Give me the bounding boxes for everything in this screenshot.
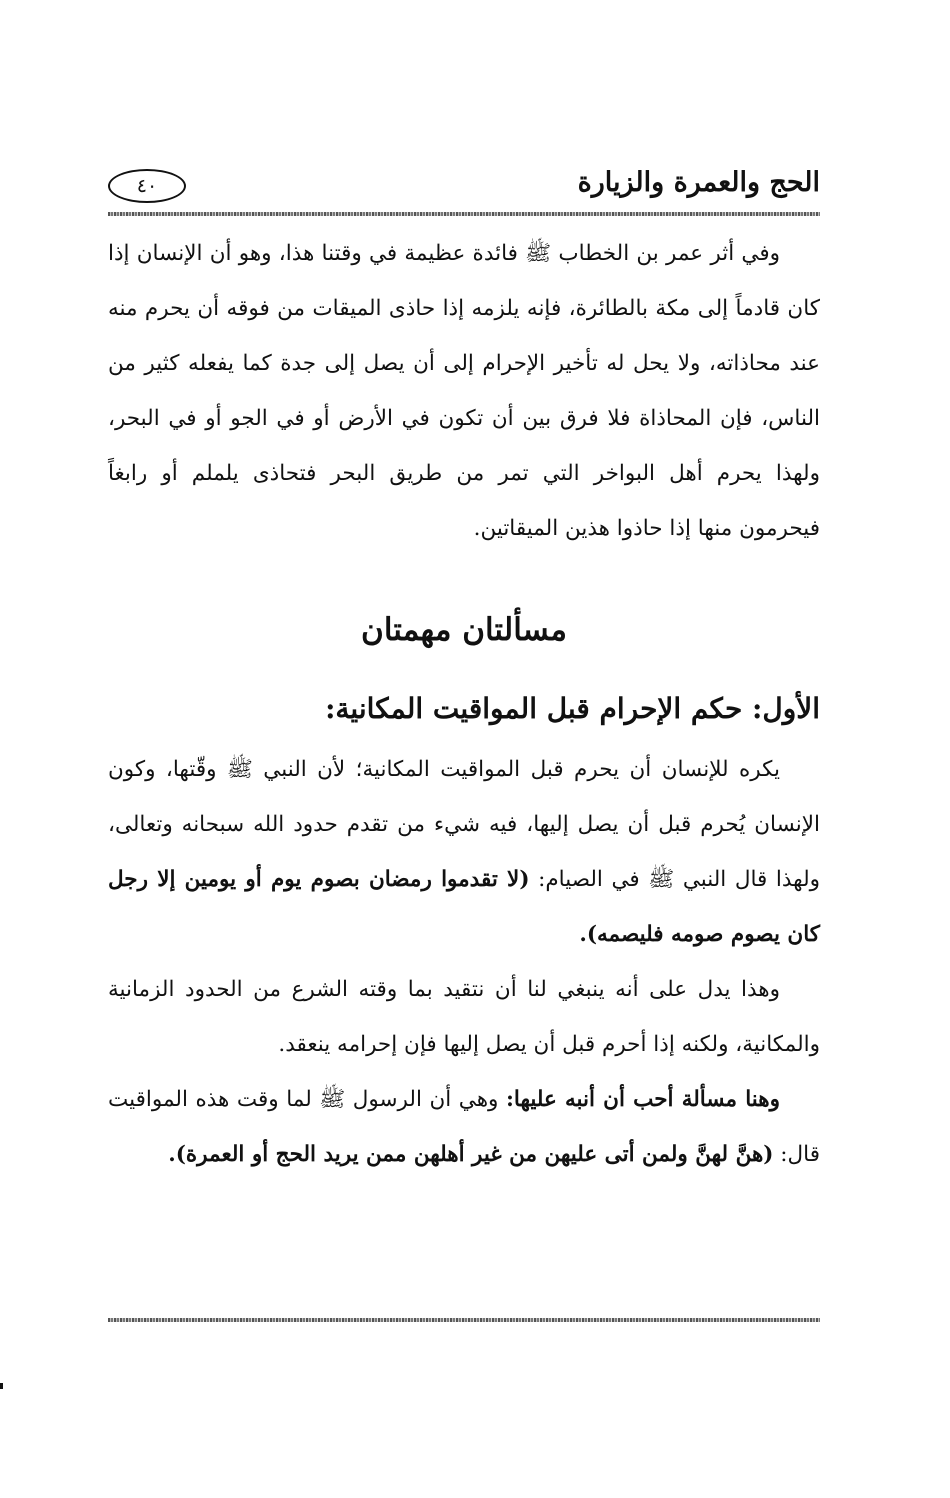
paragraph-text: يكره للإنسان أن يحرم قبل المواقيت المكانية؛ لأن النبي ﷺ وقّتها، وكون الإنسان يُحرم قبل أن يصل إليها، فيه شيء من تقدم حدود الله سبحانه وتعالى، ولهذا قال النبي ﷺ في الصيام: xyxy=(108,757,820,892)
hadith-quote: (هنَّ لهنَّ ولمن أتى عليهن من غير أهلهن ممن يريد الحج أو العمرة). xyxy=(168,1142,774,1167)
page-header xyxy=(108,165,820,211)
paragraph-text: وهي أن الرسول ﷺ لما وقت هذه المواقيت قال: xyxy=(108,1087,820,1167)
page-body xyxy=(108,226,820,1182)
paragraph-note xyxy=(108,1072,820,1182)
footer-rule xyxy=(108,1318,820,1322)
margin-mark xyxy=(0,1383,3,1389)
sub-title-first-issue: الأول: حكم الإحرام قبل المواقيت المكانية: xyxy=(325,692,820,725)
note-lead: وهنا مسألة أحب أن أنبه عليها: xyxy=(505,1087,780,1112)
paragraph-limits: وهذا يدل على أنه ينبغي لنا أن نتقيد بما وقته الشرع من الحدود الزمانية والمكانية، ولكنه إذا أحرم قبل أن يصل إليها فإن إحرامه ينعقد. xyxy=(108,977,820,1057)
paragraph-omar-athar: وفي أثر عمر بن الخطاب ﷺ فائدة عظيمة في وقتنا هذا، وهو أن الإنسان إذا كان قادماً إلى مكة بالطائرة، فإنه يلزمه إذا حاذى الميقات من فوقه أن يحرم منه عند محاذاته، ولا يحل له تأخير الإحرام إلى أن يصل إلى جدة كما يفعله كثير من الناس، فإن المحاذاة فلا فرق بين أن تكون في الأرض أو في الجو أو في البحر، ولهذا يحرم أهل البواخر التي تمر من طريق البحر فتحاذى يلملم أو رابغاً فيحرمون منها إذا حاذوا هذين الميقاتين. xyxy=(108,241,820,541)
section-title: مسألتان مهمتان xyxy=(361,612,567,648)
book-title: الحج والعمرة والزيارة xyxy=(577,167,820,198)
paragraph-ihram-before-miqat xyxy=(108,742,820,962)
page-number-text: ٤٠ xyxy=(136,175,158,197)
hadith-quote: (لا تقدموا رمضان بصوم يوم أو يومين إلا رجل كان يصوم صومه فليصمه). xyxy=(108,867,820,947)
header-rule xyxy=(108,212,820,216)
page-number xyxy=(108,169,186,203)
